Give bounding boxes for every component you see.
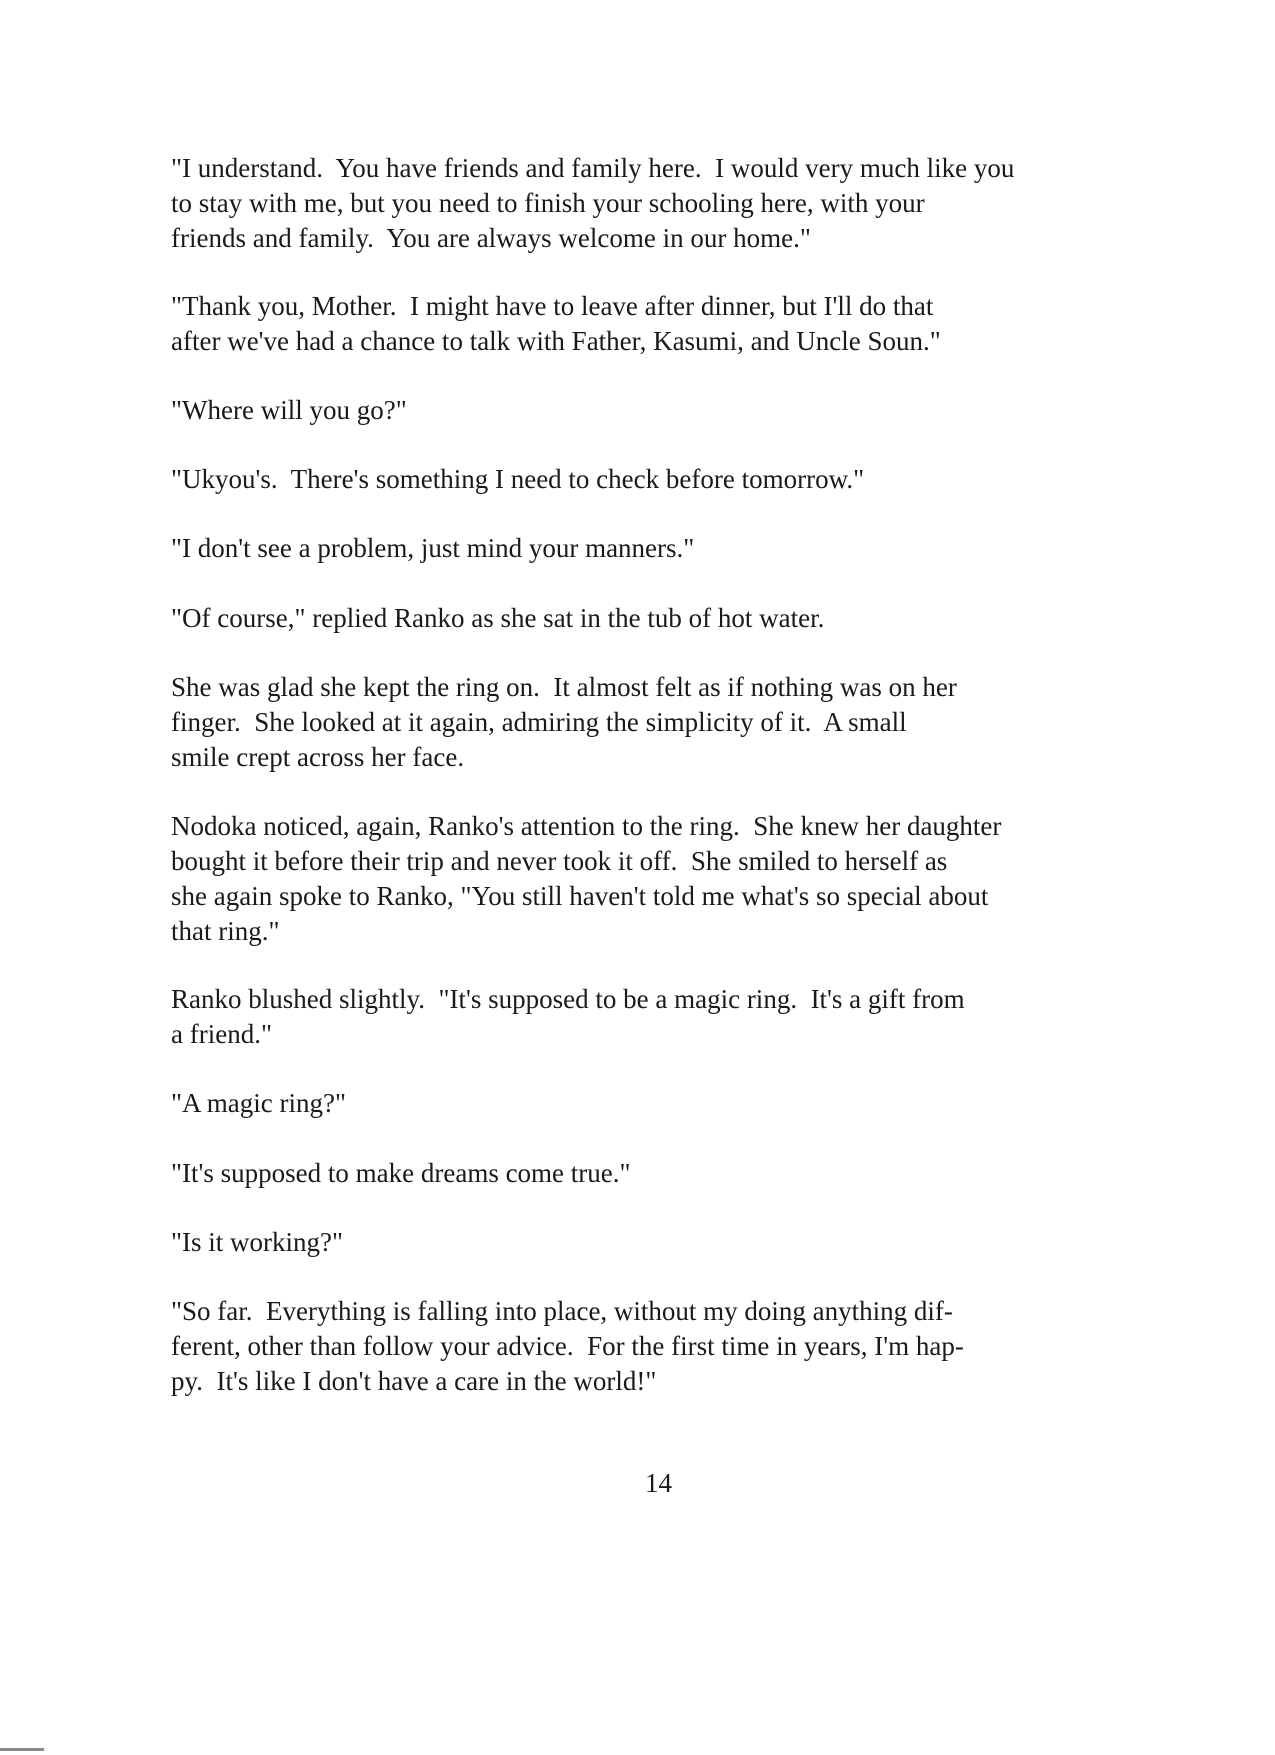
text-line: that ring.": [171, 916, 280, 946]
text-line: "Is it working?": [171, 1227, 344, 1257]
paragraph: [171, 670, 957, 775]
text-line: "I understand. You have friends and family here. I would very much like you: [171, 153, 1015, 183]
text-line: She was glad she kept the ring on. It almost felt as if nothing was on her: [171, 672, 957, 702]
scan-edge-mark: [0, 1748, 44, 1751]
text-line: "Thank you, Mother. I might have to leave after dinner, but I'll do that: [171, 291, 934, 321]
text-line: "So far. Everything is falling into place, without my doing anything dif-: [171, 1296, 953, 1326]
text-line: py. It's like I don't have a care in the world!": [171, 1366, 657, 1396]
text-line: finger. She looked at it again, admiring the simplicity of it. A small: [171, 707, 907, 737]
paragraph: [171, 809, 1001, 949]
text-line: "I don't see a problem, just mind your manners.": [171, 533, 695, 563]
text-line: "It's supposed to make dreams come true.": [171, 1158, 631, 1188]
text-line: bought it before their trip and never took it off. She smiled to herself as: [171, 846, 948, 876]
text-line: she again spoke to Ranko, "You still haven't told me what's so special about: [171, 881, 989, 911]
text-line: "A magic ring?": [171, 1088, 346, 1118]
page-number: 14: [645, 1468, 672, 1498]
text-line: to stay with me, but you need to finish your schooling here, with your: [171, 188, 925, 218]
text-line: "Where will you go?": [171, 395, 407, 425]
paragraph: [171, 1225, 343, 1260]
paragraph: [171, 462, 864, 497]
paragraph: [171, 151, 1014, 256]
paragraph: [171, 982, 965, 1052]
text-line: smile crept across her face.: [171, 742, 465, 772]
text-line: ferent, other than follow your advice. For the first time in years, I'm hap-: [171, 1331, 964, 1361]
text-line: a friend.": [171, 1019, 272, 1049]
text-line: "Ukyou's. There's something I need to check before tomorrow.": [171, 464, 865, 494]
text-line: Nodoka noticed, again, Ranko's attention to the ring. She knew her daughter: [171, 811, 1002, 841]
text-line: friends and family. You are always welcome in our home.": [171, 223, 811, 253]
paragraph: [171, 1086, 346, 1121]
paragraph: [171, 601, 824, 636]
paragraph: [171, 1294, 964, 1399]
text-line: Ranko blushed slightly. "It's supposed to be a magic ring. It's a gift from: [171, 984, 965, 1014]
text-line: after we've had a chance to talk with Father, Kasumi, and Uncle Soun.": [171, 326, 941, 356]
paragraph: [171, 1156, 631, 1191]
paragraph: [171, 531, 694, 566]
text-line: "Of course," replied Ranko as she sat in the tub of hot water.: [171, 603, 825, 633]
paragraph: [171, 289, 941, 359]
paragraph: [171, 393, 407, 428]
